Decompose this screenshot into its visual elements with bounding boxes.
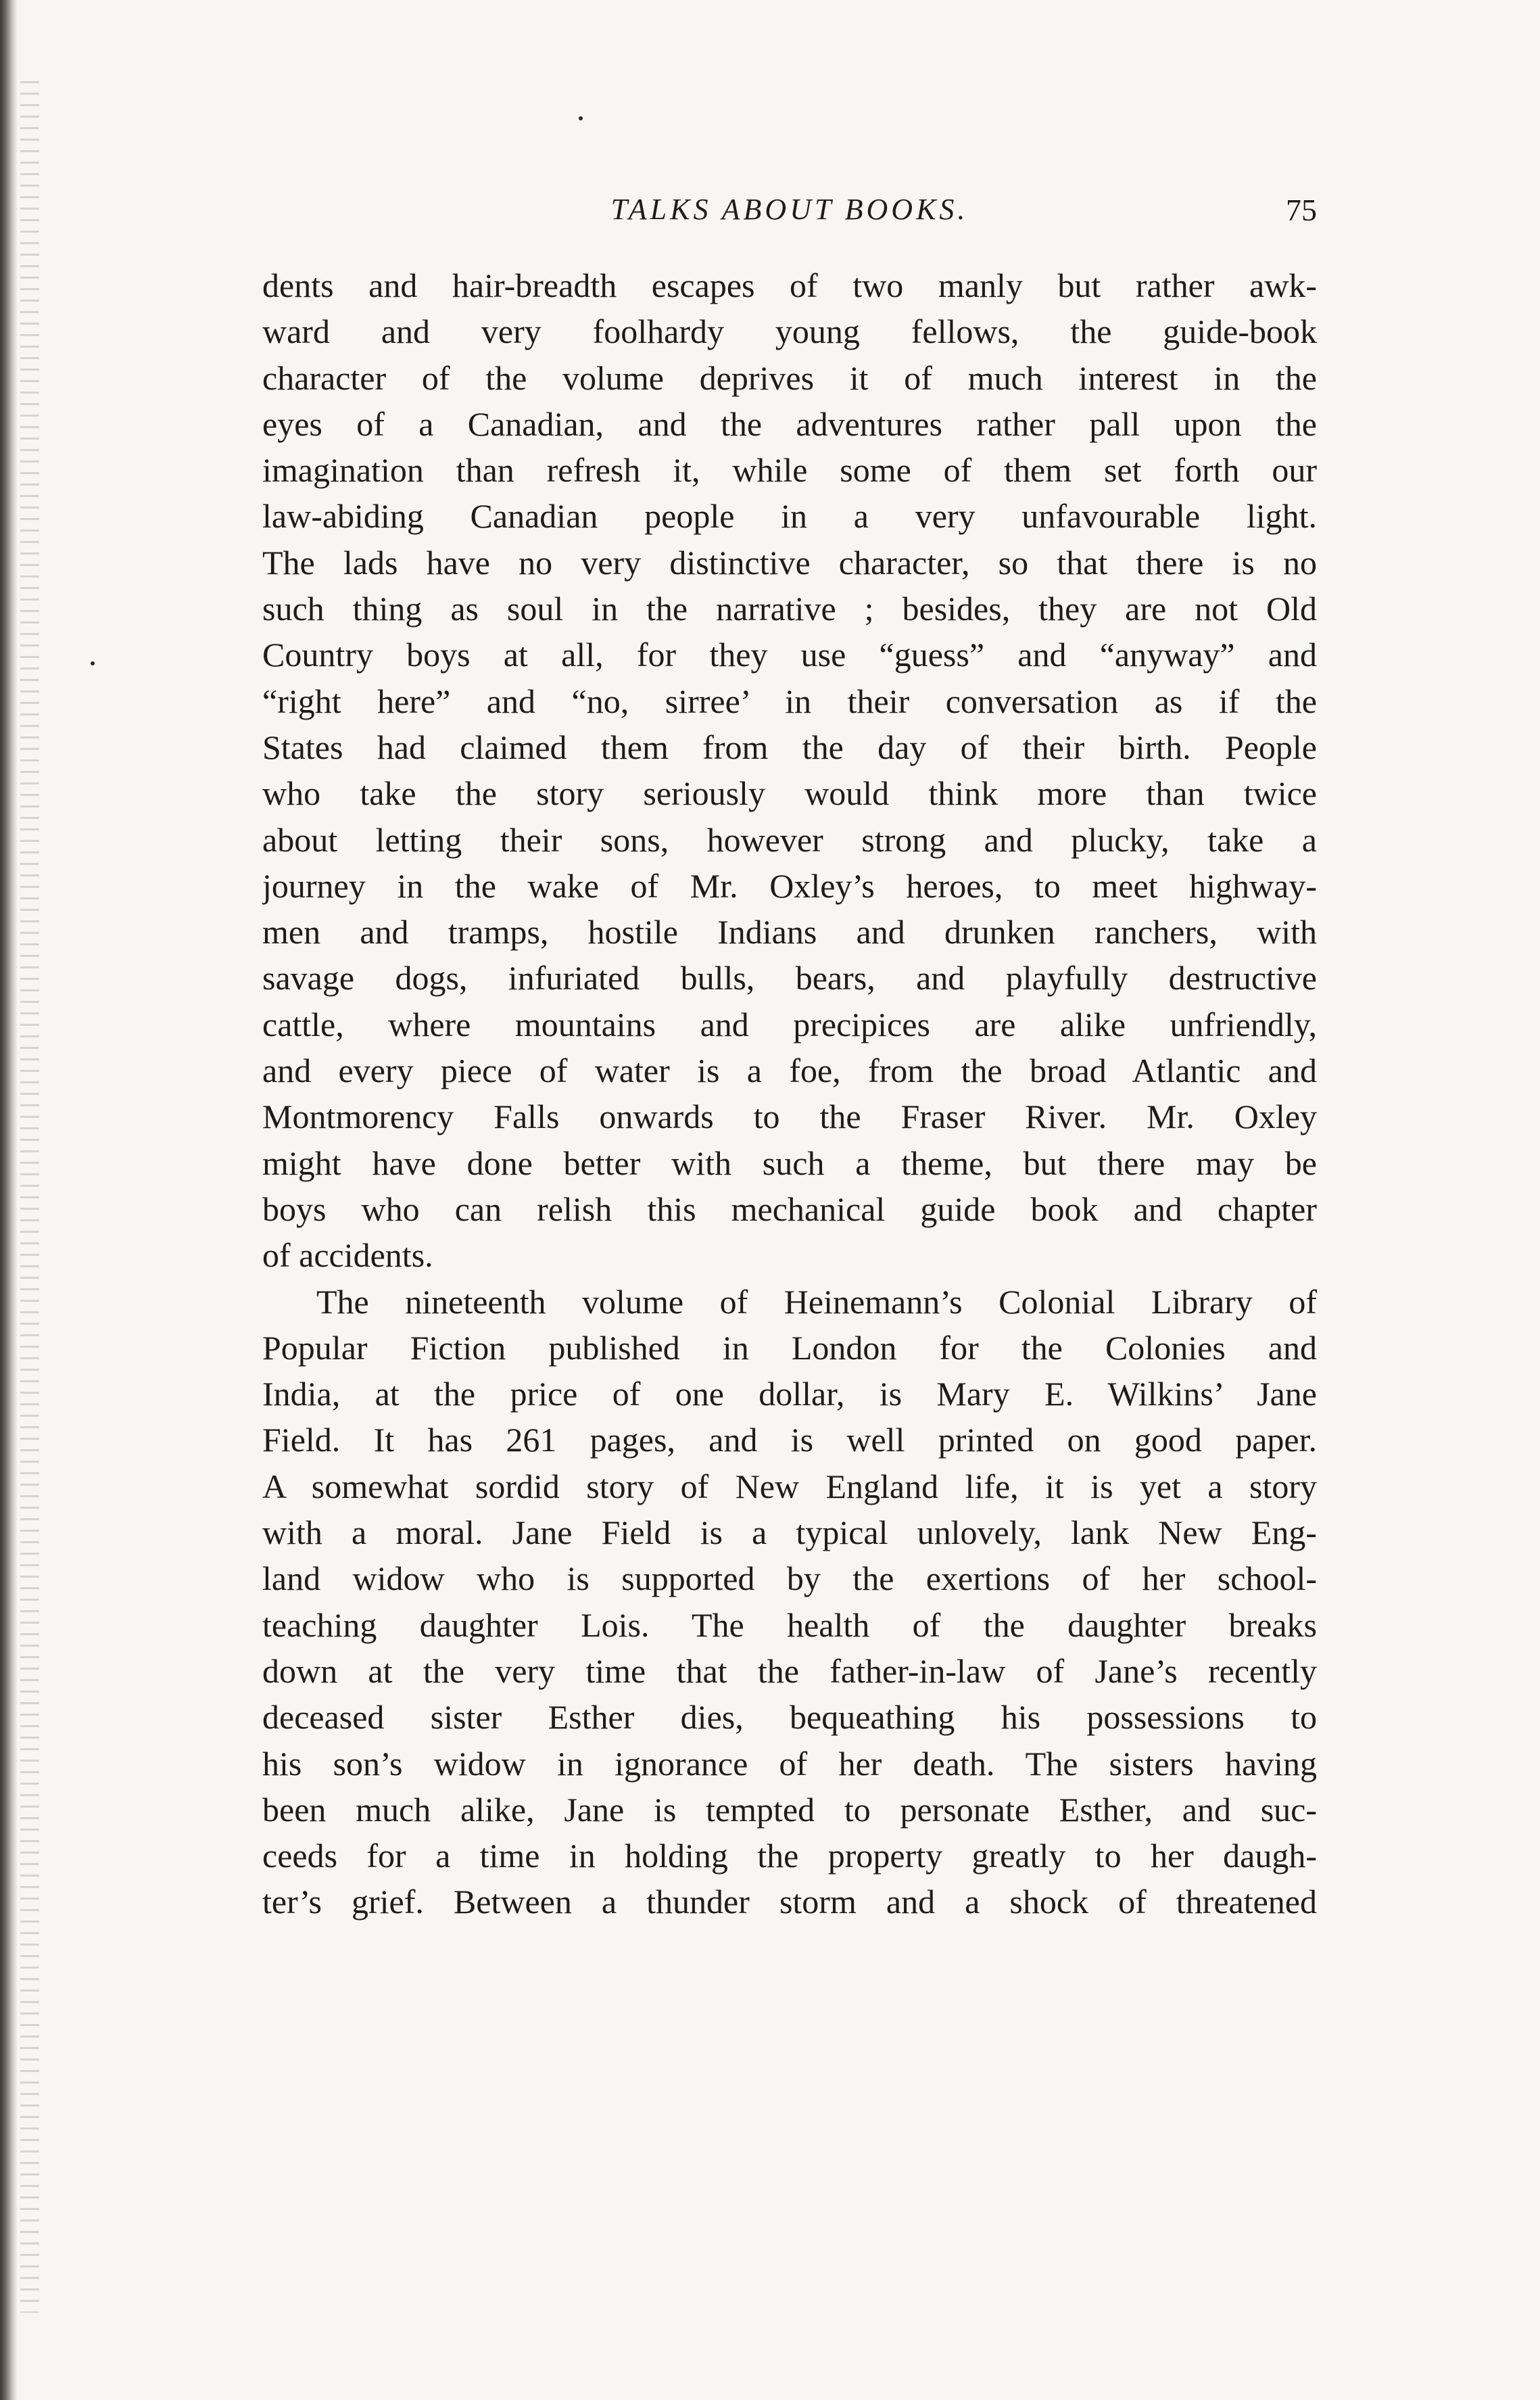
body-text — [262, 262, 1317, 1925]
text-line: eyes of a Canadian, and the adventures rather pall upon the — [262, 404, 1317, 443]
text-line: about letting their sons, however strong and plucky, take a — [262, 820, 1317, 859]
text-line: boys who can relish this mechanical guide book and chapter — [262, 1190, 1317, 1228]
text-line: and every piece of water is a foe, from the broad Atlantic and — [262, 1052, 1317, 1090]
text-line: India, at the price of one dollar, is Mary E. Wilkins’ Jane — [262, 1375, 1317, 1413]
text-line: cattle, where mountains and precipices are alike unfriendly, — [262, 1005, 1317, 1043]
text-line: down at the very time that the father-in-law of Jane’s recently — [262, 1651, 1317, 1690]
text-line: Country boys at all, for they use “guess” and “anyway” and — [262, 636, 1317, 674]
text-line: The lads have no very distinctive character, so that there is no — [262, 543, 1317, 582]
text-line: ter’s grief. Between a thunder storm and a shock of threatened — [262, 1883, 1317, 1921]
text-line: imagination than refresh it, while some of them set forth our — [262, 451, 1317, 490]
text-line: might have done better with such a theme, but there may be — [262, 1144, 1317, 1182]
page-header — [262, 192, 1317, 239]
ink-speck — [91, 661, 95, 665]
page-number: 75 — [1286, 193, 1317, 227]
text-line: dents and hair-breadth escapes of two manly but rather awk- — [262, 266, 1317, 304]
paragraph-end-line: of accidents. — [262, 1236, 433, 1275]
text-line: Montmorency Falls onwards to the Fraser River. Mr. Oxley — [262, 1098, 1317, 1136]
ink-speck — [579, 116, 583, 120]
text-line: land widow who is supported by the exertions of her school- — [262, 1559, 1317, 1598]
text-line: journey in the wake of Mr. Oxley’s heroes, to meet highway- — [262, 866, 1317, 905]
page-binding-edge — [0, 0, 18, 2400]
text-line: with a moral. Jane Field is a typical unlovely, lank New Eng- — [262, 1513, 1317, 1552]
text-line: been much alike, Jane is tempted to personate Esther, and suc- — [262, 1790, 1317, 1829]
text-line: savage dogs, infuriated bulls, bears, and playfully destructive — [262, 959, 1317, 997]
text-line: who take the story seriously would think more than twice — [262, 774, 1317, 813]
text-line: Field. It has 261 pages, and is well printed on good paper. — [262, 1421, 1317, 1459]
running-head: TALKS ABOUT BOOKS. — [610, 193, 969, 226]
text-line: law-abiding Canadian people in a very unfavourable light. — [262, 497, 1317, 536]
paragraph-first-line: The nineteenth volume of Heinemann’s Colonial Library of — [316, 1282, 1317, 1321]
text-line: ceeds for a time in holding the property greatly to her daugh- — [262, 1837, 1317, 1875]
text-line: his son’s widow in ignorance of her death. The sisters having — [262, 1744, 1317, 1783]
text-line: States had claimed them from the day of their birth. People — [262, 728, 1317, 766]
text-line: such thing as soul in the narrative ; besides, they are not Old — [262, 590, 1317, 628]
binding-shadow — [20, 81, 39, 2313]
text-line: “right here” and “no, sirree’ in their conversation as if the — [262, 682, 1317, 720]
text-line: deceased sister Esther dies, bequeathing his possessions to — [262, 1698, 1317, 1737]
text-line: character of the volume deprives it of much interest in the — [262, 358, 1317, 397]
text-line: ward and very foolhardy young fellows, the guide-book — [262, 312, 1317, 351]
text-line: A somewhat sordid story of New England life, it is yet a story — [262, 1467, 1317, 1505]
text-line: Popular Fiction published in London for the Colonies and — [262, 1328, 1317, 1367]
text-line: teaching daughter Lois. The health of the daughter breaks — [262, 1605, 1317, 1644]
text-line: men and tramps, hostile Indians and drunken ranchers, with — [262, 913, 1317, 951]
